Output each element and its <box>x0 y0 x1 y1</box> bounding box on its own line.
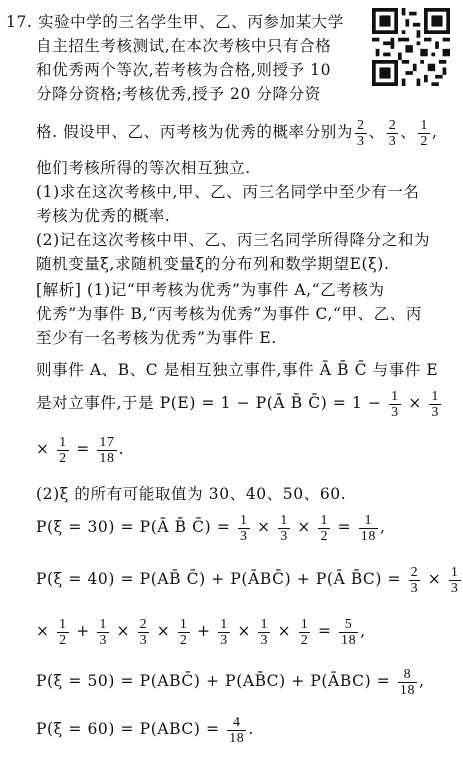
solution-line-3: 至少有一名考核为优秀”为事件 E. <box>36 329 277 347</box>
p40-line-2: × $\frac{1}{2}$ + $\frac{1}{3}$ × $\frac{2}{3}$ × $\frac{1}{2}$ + $\frac{1}{3}$ × $\frac{1}{3}$ × $\frac{1}{2}$ = $\frac{5}{18}$ , <box>36 616 366 648</box>
solution-line-2: 优秀”为事件 B,“丙考核为优秀”为事件 C,“甲、乙、丙 <box>36 305 423 323</box>
problem-number: 17. <box>6 13 33 31</box>
pe-result: $\frac{17}{18}$ <box>99 434 115 466</box>
solution-line-6: × $\frac{1}{2}$ = $\frac{17}{18}$ . <box>36 434 125 466</box>
problem-line-2: 自主招生考核测试,在本次考核中只有合格 <box>36 37 332 55</box>
problem-line-3: 和优秀两个等次,若考核为合格,则授予 10 <box>36 61 332 79</box>
problem-line-6: 他们考核所得的等次相互独立. <box>36 159 251 177</box>
question-2-line-1: (2)记在这次考核中甲、乙、丙三名同学所得降分之和为 <box>36 231 431 249</box>
problem-line-1 <box>6 12 344 32</box>
problem-text: 实验中学的三名学生甲、乙、丙参加某大学 <box>37 13 344 31</box>
solution-line-1: [解析] (1)记“甲考核为优秀”为事件 A,“乙考核为 <box>36 281 385 299</box>
question-1-line-1: (1)求在这次考核中,甲、乙、丙三名同学中至少有一名 <box>36 183 420 201</box>
prob-frac-c: $\frac{1}{2}$ <box>420 117 429 149</box>
problem-line-4: 分降分资格;考核优秀,授予 20 分降分资 <box>36 85 321 103</box>
question-1-line-2: 考核为优秀的概率. <box>36 207 171 225</box>
p30-line: P(ξ = 30) = P(Ā B̄ C̄) = $\frac{1}{3}$ × $\frac{1}{3}$ × $\frac{1}{2}$ = $\frac{1}{18}$ , <box>36 512 386 544</box>
p50-line: P(ξ = 50) = P(ABC̄) + P(AB̄C) + P(ĀBC) = $\frac{8}{18}$ , <box>36 666 425 698</box>
prob-frac-a: $\frac{2}{3}$ <box>356 117 365 149</box>
question-2-line-2: 随机变量ξ,求随机变量ξ的分布列和数学期望E(ξ). <box>36 255 390 273</box>
solution-tag: [解析] <box>36 281 82 299</box>
values-line: (2)ξ 的所有可能取值为 30、40、50、60. <box>36 485 347 503</box>
prob-frac-b: $\frac{2}{3}$ <box>388 117 397 149</box>
solution-line-5: 是对立事件,于是 P(E) = 1 − P(Ā B̄ C̄) = 1 − $\frac{1}{3}$ × $\frac{1}{3}$ <box>36 388 439 420</box>
problem-line-5: 格. 假设甲、乙、丙考核为优秀的概率分别为 $\frac{2}{3}$ 、 $\frac{2}{3}$ 、 $\frac{1}{2}$ , <box>36 117 438 149</box>
probability-intro: 格. 假设甲、乙、丙考核为优秀的概率分别为 <box>36 123 353 141</box>
qr-code <box>372 8 450 86</box>
p60-line: P(ξ = 60) = P(ABC) = $\frac{4}{18}$ . <box>36 714 254 746</box>
solution-line-4: 则事件 A、B、C 是相互独立事件,事件 Ā B̄ C̄ 与事件 E <box>36 361 439 379</box>
p40-line-1: P(ξ = 40) = P(AB̄ C̄) + P(ĀBC̄) + P(Ā B̄C) = $\frac{2}{3}$ × $\frac{1}{3}$ <box>36 564 459 596</box>
